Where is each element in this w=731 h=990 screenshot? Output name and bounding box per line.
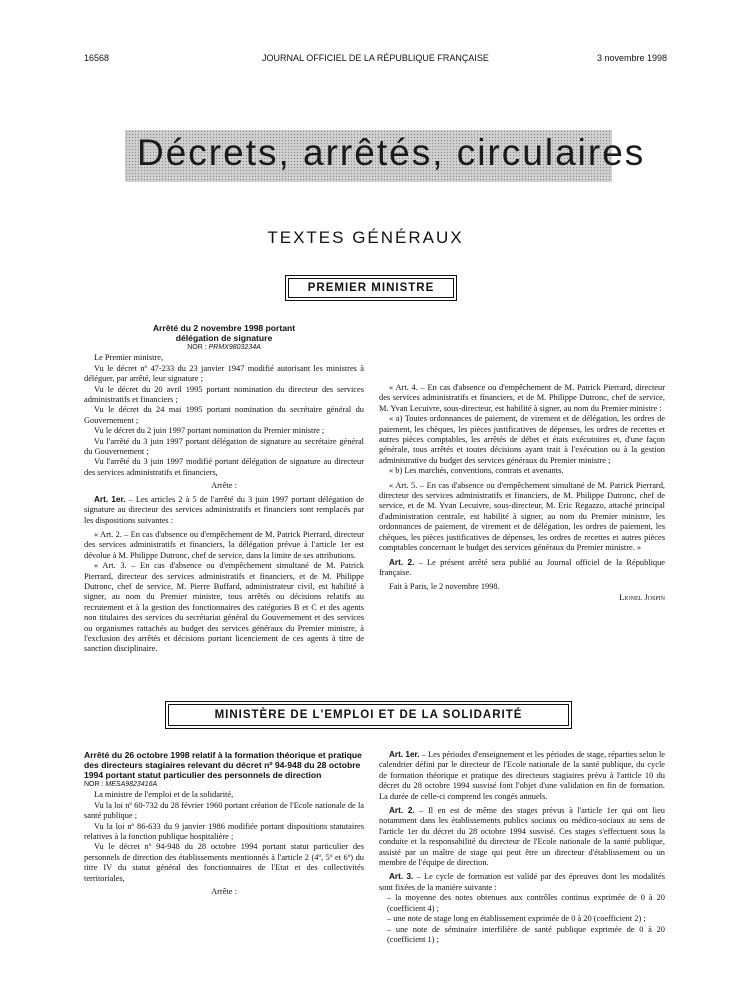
decree1-article-1-art4b: « b) Les marchés, conventions, contrats et avenants. [389,466,564,476]
decree2-bullet-1: – une note de stage long en établissement exprimée de 0 à 20 (coefficient 2) ; [387,914,646,924]
decree2-right-column [379,750,665,945]
banner-title: Décrets, arrêtés, circulaires [137,132,646,173]
page-header [84,53,667,67]
decree1-article-1-art4a: « a) Toutes ordonnances de paiement, de virement et de délégation, les ordres de paiement, les chèques, les pièces justificatives de dépenses, les ordres de recettes et autres pièces comptables, les arrêtés de débet et états exécutoires et, d'une façon générale, tous arrêtés et toutes décisions ayant trait à l'exécution ou à la gestion administrative du budget des services généraux du Premier ministre ; [379,414,665,465]
ministry-heading-label: PREMIER MINISTRE [288,278,454,298]
decree1-article-2: Art. 2. – Le présent arrêté sera publié au Journal officiel de la République française. [379,557,665,577]
decree2-title: Arrêté du 26 octobre 1998 relatif à la formation théorique et pratique des directeurs stagiaires relevant du décret nº 94-948 du 28 octobre 1994 portant statut particulier des personnels de direction [84,750,362,780]
decree2-bullet-0: – la moyenne des notes obtenues aux contrôles continus exprimée de 0 à 20 (coefficient 4) ; [387,893,665,913]
decree1-left-column [84,323,364,655]
decree1-signature: Lionel Jospin [619,592,665,602]
decree1-article-1-art2: « Art. 2. – En cas d'absence ou d'empêchement de M. Patrick Pierrard, directeur des services administratifs et financiers, la délégation prévue à l'article 1er est dévolue à M. Philippe Dutronc, chef de service, dans la limite de ses attributions. [84,529,364,560]
decree1-visa-6: Vu l'arrêté du 3 juin 1997 modifié portant délégation de signature au directeur des services administratifs et financiers, [84,457,364,477]
decree2-bullet-2: – une note de séminaire interfilière de santé publique exprimée de 0 à 20 (coefficient 1) ; [387,924,665,944]
ministry-heading-premier-ministre [285,275,457,301]
decree2-article-2: Art. 2. – Il en est de même des stages prévus à l'article 1er qui ont lieu notamment dans les établissements publics sociaux ou médico-sociaux au sens de l'article 1er du décret du 28 octobre 1994 susvisé. Ces stages s'effectuent sous la conduite et la responsabilité du directeur de l'Ecole nationale de la santé publique, assisté par un maître de stage qui peut être un directeur d'établissement ou un membre de l'équipe de direction. [379,806,665,868]
decree1-article-1-art4: « Art. 4. – En cas d'absence ou d'empêchement de M. Patrick Pierrard, directeur des services administratifs et financiers, et de M. Philippe Dutronc, chef de service, M. Yvan Lecuivre, sous-directeur, est habilité à signer, au nom du Premier ministre : [379,383,665,413]
decree1-visa-5: Vu l'arrêté du 3 juin 1997 portant délégation de signature au secrétaire général du Gouvernement ; [84,436,364,457]
ministry-heading-emploi-solidarite [165,701,572,729]
decree2-left-column [84,750,364,900]
decree2-arrete: Arrête : [211,887,237,897]
section-title: TEXTES GÉNÉRAUX [267,228,464,247]
decree1-nor: NOR : PRMX9803234A [187,344,261,351]
decree2-visa-2: Vu la loi nº 86-633 du 9 janvier 1986 modifiée portant dispositions statutaires relatives à la fonction publique hospitalière ; [84,821,364,842]
decree1-title: Arrêté du 2 novembre 1998 portant délégation de signature [152,323,296,343]
decree1-visa-1: Vu le décret nº 47-233 du 23 janvier 1947 modifié autorisant les ministres à déléguer, par arrêté, leur signature ; [84,363,364,384]
ministry-heading-label: MINISTÈRE DE L'EMPLOI ET DE LA SOLIDARITÉ [168,704,569,726]
decree1-article-1: Art. 1er. – Les articles 2 à 5 de l'arrêté du 3 juin 1997 portant délégation de signature au directeur des services administratifs et financiers sont remplacés par les dispositions suivantes : [84,494,364,525]
decree2-visa-3: Vu le décret nº 94-948 du 28 octobre 1994 portant statut particulier des personnels de direction des établissements mentionnés à l'article 2 (4º, 5º et 6º) du titre IV du statut général des fonctionnaires de l'Etat et des collectivités territoriales, [84,842,364,883]
section-banner [125,130,646,182]
decree1-visa-0: Le Premier ministre, [94,353,164,363]
decree1-visa-3: Vu le décret du 24 mai 1995 portant nomination du secrétaire général du Gouvernement ; [84,405,364,425]
decree2-article-3: Art. 3. – Le cycle de formation est validé par des épreuves dont les modalités sont fixées de la manière suivante : [379,872,665,892]
decree1-article-1-art5: « Art. 5. – En cas d'absence ou d'empêchement simultané de M. Patrick Pierrard, directeur des services administratifs et financiers, de M. Philippe Dutronc, chef de service, et de M. Yvan Lecuivre, sous-directeur, M. Eric Regazzo, attaché principal d'administration centrale, est habilité à signer, au nom du Premier ministre, les ordonnances de paiement, de virement et de délégation, les ordres de paiement, les chèques, les pièces justificatives de dépenses, les ordres de recettes et autres pièces comptables concernant le budget des services généraux du Premier ministre. » [379,480,665,553]
decree1-visa-2: Vu le décret du 20 avril 1995 portant nomination du directeur des services administratifs et financiers ; [84,384,364,405]
page-number: 16568 [84,53,110,63]
issue-date: 3 novembre 1998 [596,53,667,63]
decree2-visa-1: Vu la loi nº 60-732 du 28 février 1960 portant création de l'Ecole nationale de la santé publique ; [84,800,364,821]
decree1-arrete: Arrête : [211,481,237,491]
decree1-right-column [379,323,665,603]
journal-title: JOURNAL OFFICIEL DE LA RÉPUBLIQUE FRANÇAISE [262,53,489,63]
decree2-nor: NOR : MESA9823416A [84,781,158,788]
decree2-article-1: Art. 1er. – Les périodes d'enseignement et les périodes de stage, réparties selon le calendrier défini par le directeur de l'Ecole nationale de la santé publique, du cycle de formation théorique et pratique des directeurs stagiaires prévu à l'article 10 du décret du 28 octobre 1994 susvisé font l'objet d'une validation en fin de formation. La durée de celle-ci comprend les congés annuels. [379,750,665,801]
decree1-visa-4: Vu le décret du 2 juin 1997 portant nomination du Premier ministre ; [94,426,325,436]
decree1-fait: Fait à Paris, le 2 novembre 1998. [389,582,500,592]
decree1-article-1-art3: « Art. 3. – En cas d'absence ou d'empêchement simultané de M. Patrick Pierrard, directeur des services administratifs et financiers, et de M. Philippe Dutronc, chef de service, M. Pierre Buffard, administrateur civil, est habilité à signer, au nom du Premier ministre, tous arrêtés ou décisions relatifs au recrutement et à la gestion des fonctionnaires des catégories B et C et des agents non titulaires des services du secrétariat général du Gouvernement et des services ou organismes rattachés au budget des services généraux du Premier ministre, à l'exclusion des arrêtés et décisions portant licenciement de ces agents à titre de sanction disciplinaire. [84,561,364,654]
decree2-visa-0: La ministre de l'emploi et de la solidarité, [94,790,234,800]
